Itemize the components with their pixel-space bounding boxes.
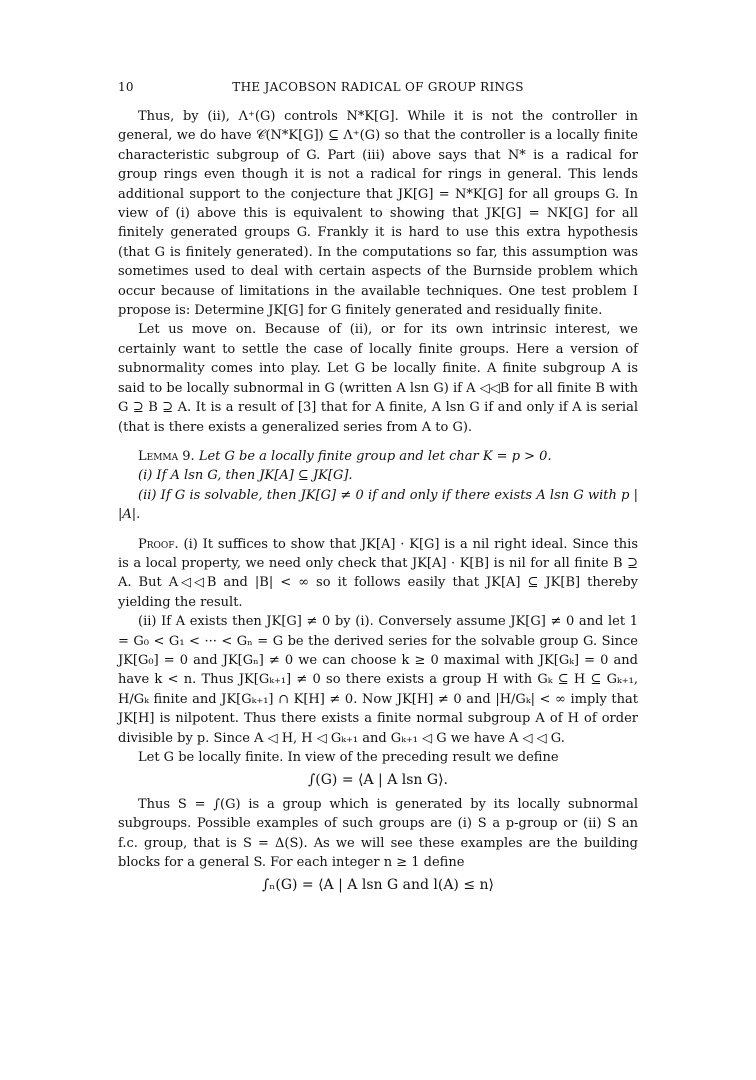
proof-part-ii: (ii) If A exists then JK[G] ≠ 0 by (i). Conversely assume JK[G] ≠ 0 and let 1 = G₀ < G₁ < ··· < Gₙ = G be the derived series for the solvable group G. Since JK[G₀] = 0 and JK[Gₙ] ≠ 0 we can choose k ≥ 0 maximal with JK[Gₖ] = 0 and have k < n. Thus JK[Gₖ₊₁] ≠ 0 so there exists a group H with Gₖ ⊆ H ⊆ Gₖ₊₁, H/Gₖ finite and JK[Gₖ₊₁] ∩ K[H] ≠ 0. Now JK[H] ≠ 0 and |H/Gₖ| < ∞ imply that JK[H] is nilpotent. Thus there exists a finite normal subgroup A of H of order divisible by p. Since A ◁ H, H ◁ Gₖ₊₁ and Gₖ₊₁ ◁ G we have A ◁ ◁ G. — [118, 614, 638, 746]
proof-part-i — [118, 535, 638, 613]
running-title: THE JACOBSON RADICAL OF GROUP RINGS — [232, 80, 524, 94]
lemma-part-i: (i) If A lsn G, then JK[A] ⊆ JK[G]. — [138, 468, 353, 484]
lemma-9 — [118, 447, 638, 466]
lemma-label: Lemma 9. — [138, 448, 195, 464]
lemma-statement: Let G be a locally finite group and let char K = p > 0. — [198, 448, 552, 464]
lemma-part-ii: (ii) If G is solvable, then JK[G] ≠ 0 if and only if there exists A lsn G with p | |A|. — [118, 487, 638, 523]
page-number: 10 — [118, 80, 134, 94]
proof-label: Proof. — [138, 536, 179, 552]
body-text — [118, 107, 638, 900]
paragraph-controller: Thus, by (ii), Λ⁺(G) controls N*K[G]. While it is not the controller in general, we do have 𝒞(N*K[G]) ⊆ Λ⁺(G) so that the controller is a locally finite characteristic subgroup of G. Part (iii) above says that N* is a radical for group rings even though it is not a radical for rings in general. This lends additional support to the conjecture that JK[G] = N*K[G] for all groups G. In view of (i) above this is equivalent to showing that JK[G] = NK[G] for all finitely generated groups G. Frankly it is hard to use this extra hypothesis (that G is finitely generated). In the computations so far, this assumption was sometimes used to deal with certain aspects of the Burnside problem which occur because of limitations in the available techniques. One test problem I propose is: Determine JK[G] for G finitely generated and residually finite. — [118, 109, 638, 319]
paragraph-locally-finite: Let us move on. Because of (ii), or for its own intrinsic interest, we certainly want to settle the case of locally finite groups. Here a version of subnormality comes into play. Let G be locally finite. A finite subgroup A is said to be locally subnormal in G (written A lsn G) if A ◁◁B for all finite B with G ⊇ B ⊇ A. It is a result of [3] that for A finite, A lsn G if and only if A is serial (that is there exists a generalized series from A to G). — [118, 322, 638, 435]
display-equation-1: ∫(G) = ⟨A | A lsn G⟩. — [307, 772, 448, 789]
paragraph-examples: Thus S = ∫(G) is a group which is generated by its locally subnormal subgroups. Possible examples of such groups are (i) S a p-group or (ii) S an f.c. group, that is S = Δ(S). As we will see these examples are the building blocks for a general S. For each integer n ≥ 1 define — [118, 796, 638, 871]
display-equation-2: ∫ₙ(G) = ⟨A | A lsn G and l(A) ≤ n⟩ — [262, 877, 494, 894]
paragraph-definition-intro: Let G be locally finite. In view of the preceding result we define — [138, 750, 559, 765]
proof-part-i-text: (i) It suffices to show that JK[A] · K[G] is a nil right ideal. Since this is a local property, we need only check that JK[A] · K[B] is nil for all finite B ⊇ A. But A◁◁B and |B| < ∞ so it follows easily that JK[A] ⊆ JK[B] thereby yielding the result. — [118, 536, 638, 610]
